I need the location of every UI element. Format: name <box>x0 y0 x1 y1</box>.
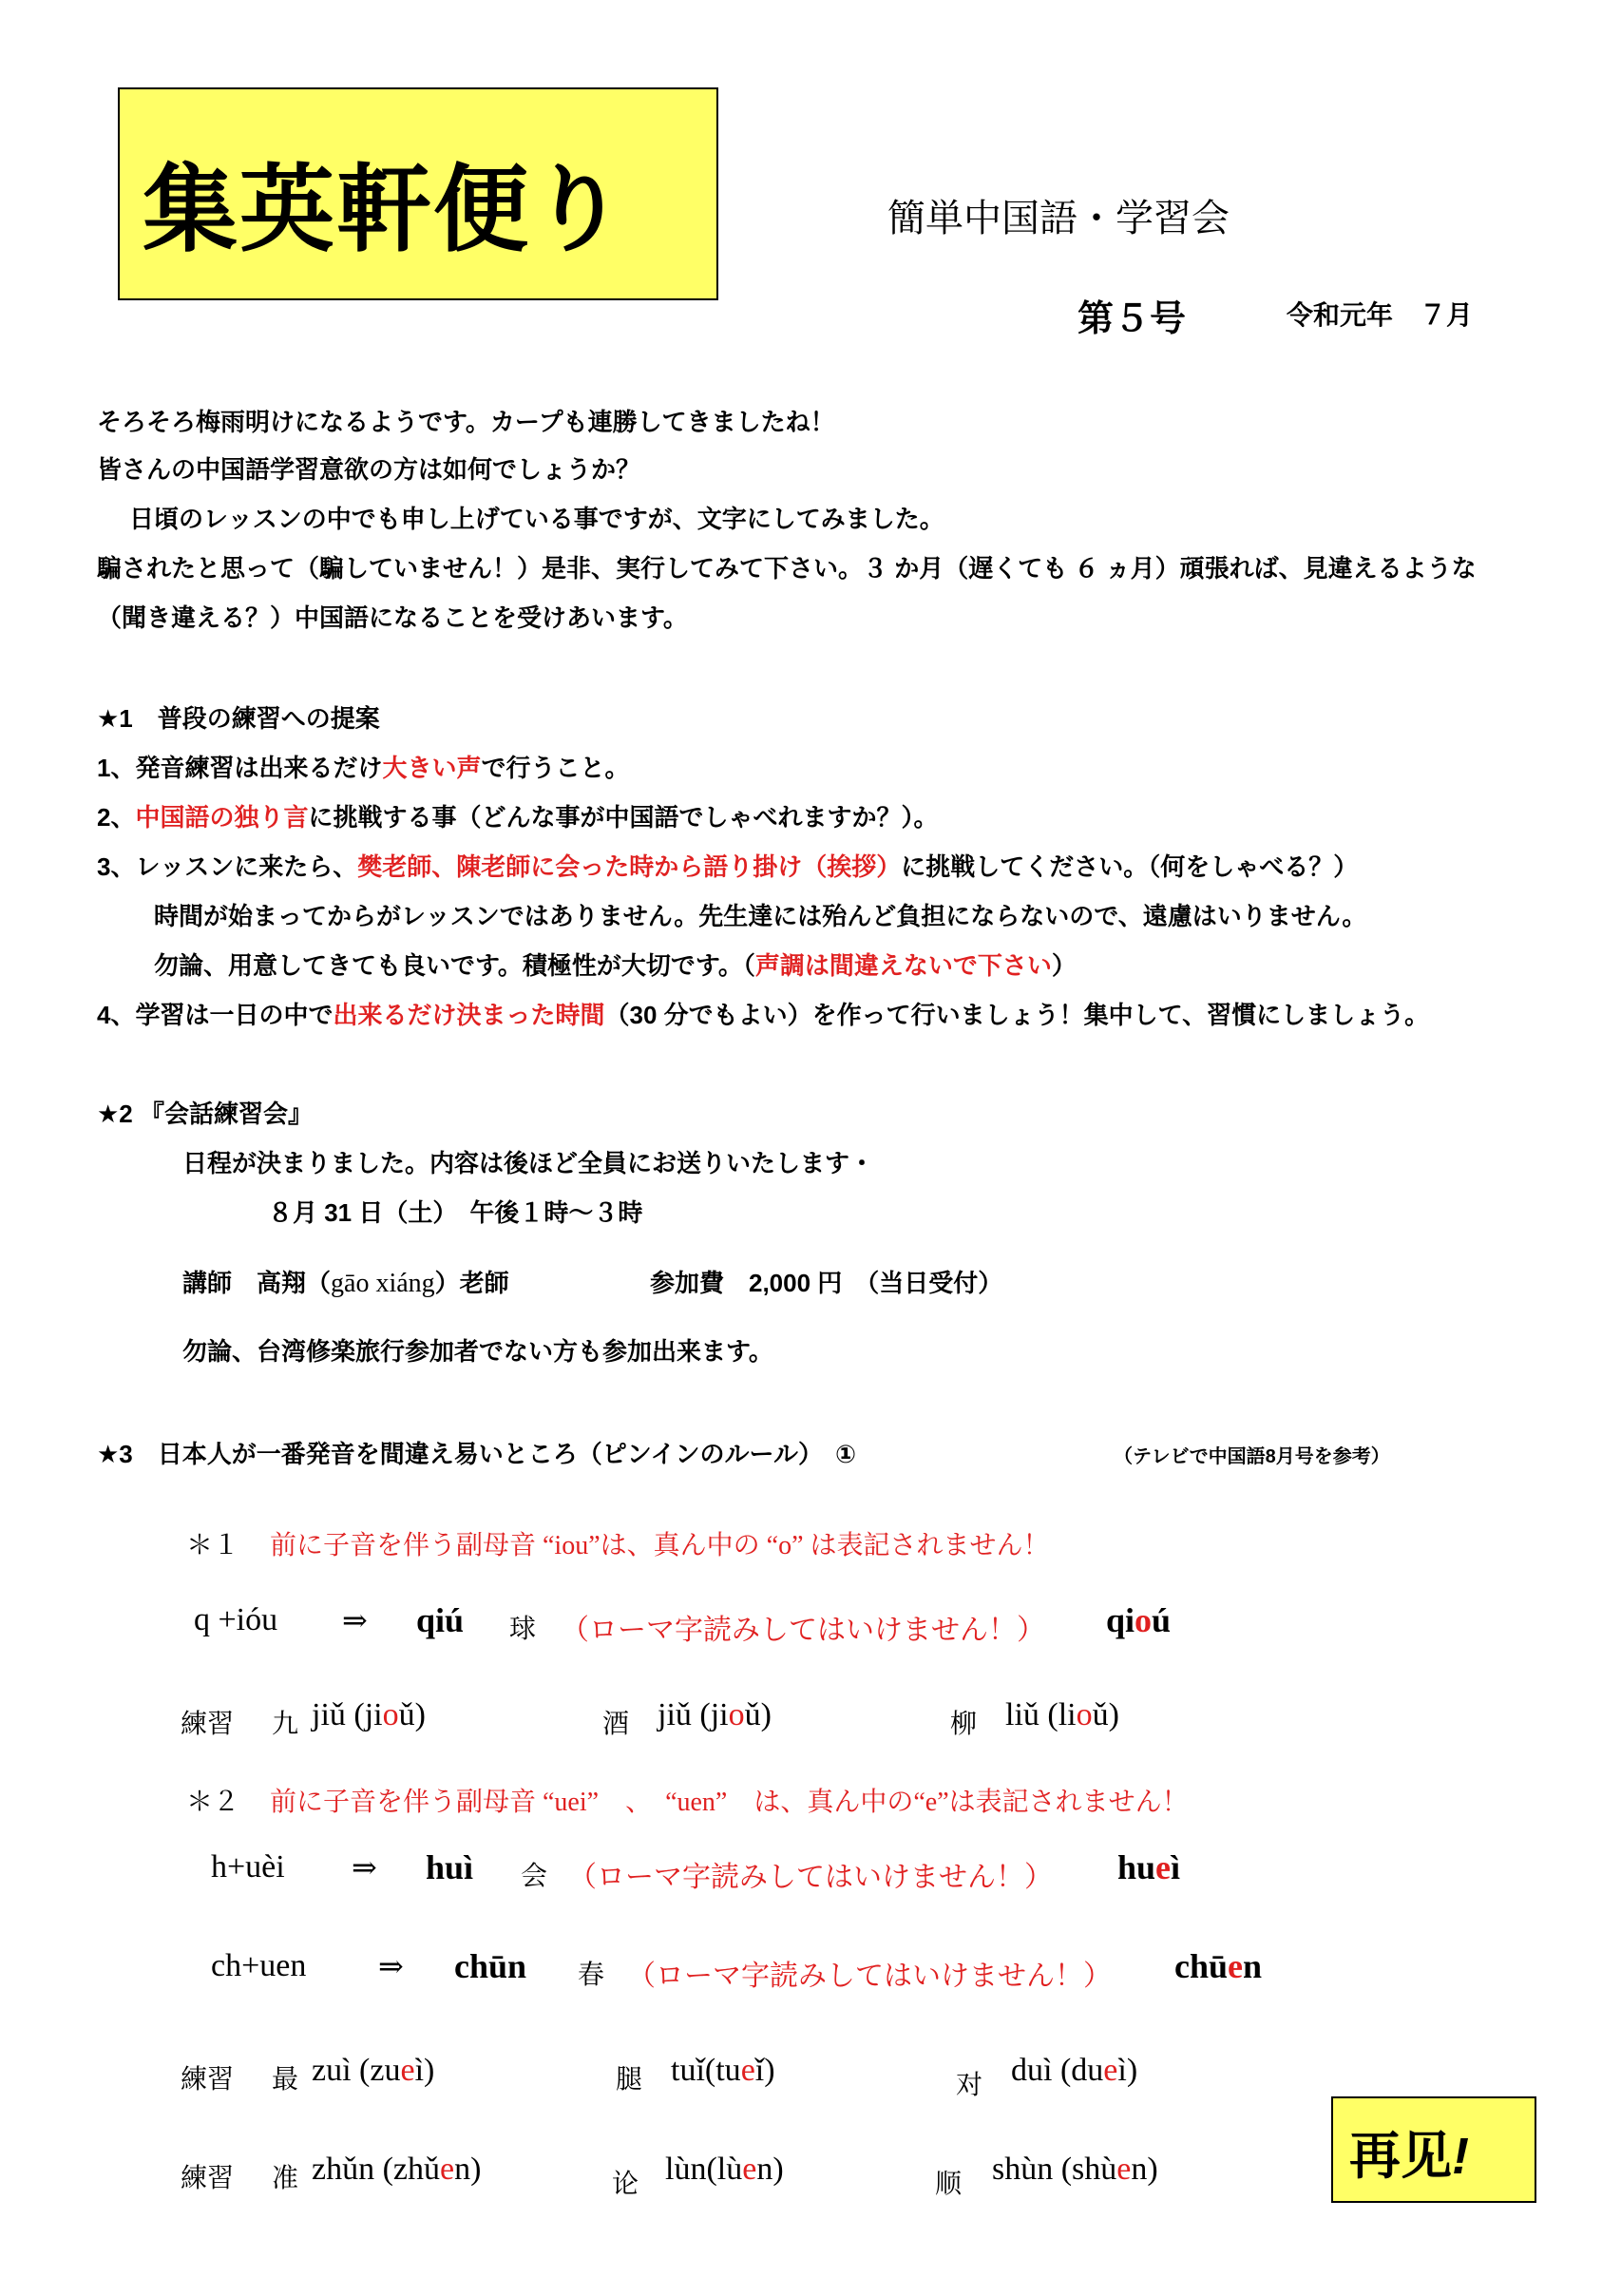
practice-3-c-hanzi: 顺 <box>935 2170 963 2199</box>
pinyin: zuì <box>312 2053 352 2088</box>
practice-1-a-pinyin <box>312 1697 426 1733</box>
practice-2-c-pinyin <box>1011 2053 1137 2089</box>
intro-line-2: 皆さんの中国語学習意欲の方は如何でしょうか？ <box>97 455 641 484</box>
rule-2-text: 前に子音を伴う副母音 “uei” 、 “uen” は、真ん中の“e”は表記されません！ <box>270 1788 1189 1817</box>
wrong-part-c: n) <box>756 2152 784 2187</box>
example-3-wrong <box>1174 1946 1262 1986</box>
practice-1-b-pinyin <box>658 1697 772 1733</box>
practice-1-b-hanzi: 酒 <box>602 1710 630 1739</box>
lecturer-label: 講師 高翔（ <box>182 1269 332 1297</box>
section-1-item-3-line-3 <box>154 947 1077 982</box>
issue-number: 第５号 <box>1077 299 1187 339</box>
item-3-text-a: 3、レッスンに来たら、 <box>97 852 358 881</box>
practice-2-b-hanzi: 腿 <box>616 2065 643 2095</box>
item-1-highlight: 大きい声 <box>382 754 482 782</box>
wrong-part-c: n) <box>454 2152 482 2187</box>
arrow-icon: ⇒ <box>342 1603 368 1637</box>
wrong-part-b: e <box>1155 1848 1172 1886</box>
example-2-wrong <box>1117 1847 1180 1887</box>
wrong-part-c: ǔ) <box>744 1697 772 1732</box>
wrong-part-a: (tu <box>704 2053 741 2088</box>
example-1-wrong <box>1106 1600 1171 1640</box>
practice-2-a-hanzi: 最 <box>272 2065 299 2095</box>
newsletter-title: 集英軒便り <box>143 158 627 263</box>
wrong-part-a: (zu <box>359 2053 401 2088</box>
practice-3-a-hanzi: 准 <box>272 2164 299 2193</box>
wrong-part-c: ǔ) <box>398 1697 426 1732</box>
example-2-formula: h+uèi <box>211 1849 285 1885</box>
practice-1-a-hanzi: 九 <box>272 1710 299 1739</box>
item-4-text-a: 4、学習は一日の中で <box>97 1001 334 1029</box>
wrong-part-b: o <box>728 1697 745 1732</box>
practice-1-c-pinyin <box>1005 1697 1119 1733</box>
example-2-result: huì <box>426 1848 474 1886</box>
item-3-text-e: 勿論、用意してきても良いです。積極性が大切です。（ <box>154 951 755 980</box>
pinyin: jiǔ <box>312 1697 346 1732</box>
wrong-part-a: (ji <box>699 1697 729 1732</box>
wrong-part-c: n <box>1243 1947 1263 1985</box>
wrong-part-a: qi <box>1106 1601 1135 1639</box>
goodbye-text <box>1349 2115 1469 2189</box>
section-1-heading: ★1 普段の練習への提案 <box>97 704 380 733</box>
wrong-part-b: e <box>440 2152 455 2187</box>
arrow-icon: ⇒ <box>352 1850 377 1885</box>
section-1-item-1 <box>97 749 630 784</box>
wrong-part-a: (lù <box>706 2152 743 2187</box>
pinyin: liǔ <box>1005 1697 1039 1732</box>
wrong-part-b: e <box>1228 1947 1244 1985</box>
lecturer-suffix: ）老師 <box>434 1269 509 1297</box>
item-4-text-c: （30 分でもよい）を作って行いましょう！集中して、習慣にしましょう。 <box>604 1001 1430 1029</box>
example-2-hanzi: 会 <box>521 1862 548 1891</box>
wrong-part-b: o <box>1076 1697 1093 1732</box>
intro-line-4: 騙されたと思って（騙していません！）是非、実行してみて下さい。３ か月（遅くても ６ ヵ月）頑張れば、見違えるような <box>97 554 1477 583</box>
example-1-result: qiú <box>416 1601 465 1639</box>
example-3-warning: （ローマ字読みしてはいけません！） <box>627 1961 1112 1992</box>
practice-3-a-pinyin <box>312 2152 481 2188</box>
wrong-part-a: (li <box>1047 1697 1077 1732</box>
newsletter-subtitle: 簡単中国語・学習会 <box>887 197 1230 239</box>
practice-3-b-hanzi: 论 <box>612 2170 639 2199</box>
example-1-warning: （ローマ字読みしてはいけません！） <box>561 1615 1045 1646</box>
section-1-item-3-line-2: 時間が始まってからがレッスンではありません。先生達には殆んど負担にならないので、遠慮はいりません。 <box>154 902 1367 930</box>
example-1-hanzi: 球 <box>509 1615 537 1644</box>
item-3-highlight-tone: 声調は間違えないで下さい <box>754 951 1052 980</box>
example-1-formula: q +ióu <box>194 1602 278 1637</box>
wrong-part-c: ú <box>1152 1601 1172 1639</box>
pinyin: jiǔ <box>658 1697 692 1732</box>
practice-2-c-hanzi: 对 <box>956 2071 983 2100</box>
example-2-warning: （ローマ字読みしてはいけません！） <box>568 1862 1053 1893</box>
intro-line-1: そろそろ梅雨明けになるようです。カープも連勝してきましたね！ <box>97 408 835 436</box>
wrong-part-a: (zhǔ <box>382 2152 441 2187</box>
pinyin: zhǔn <box>312 2152 375 2187</box>
example-3-formula: ch+uen <box>211 1948 307 1983</box>
intro-line-5: （聞き違える？）中国語になることを受けあいます。 <box>97 603 688 632</box>
wrong-part-c: ǐ) <box>754 2053 775 2088</box>
item-1-text-c: で行うこと。 <box>481 754 630 782</box>
item-2-text-c: に挑戦する事（どんな事が中国語でしゃべれますか？）。 <box>308 803 939 832</box>
item-3-text-c: に挑戦してください。（何をしゃべる？） <box>901 852 1359 881</box>
section-3-reference: （テレビで中国語8月号を参考） <box>1114 1446 1390 1467</box>
pinyin: tuǐ <box>671 2053 705 2088</box>
section-2-line-1: 日程が決まりました。内容は後ほど全員にお送りいたします・ <box>182 1149 875 1177</box>
arrow-icon: ⇒ <box>378 1949 404 1983</box>
goodbye-word: 再见 <box>1349 2128 1452 2185</box>
wrong-part-b: e <box>742 2152 757 2187</box>
practice-3-b-pinyin <box>665 2152 784 2188</box>
wrong-part-b: o <box>1135 1601 1153 1639</box>
practice-3-label: 練習 <box>181 2164 235 2193</box>
item-2-highlight: 中国語の独り言 <box>135 803 309 832</box>
wrong-part-b: e <box>740 2053 755 2088</box>
item-2-text-a: 2、 <box>97 803 136 832</box>
wrong-part-a: hu <box>1117 1848 1156 1886</box>
issue-date: 令和元年 ７月 <box>1287 301 1474 331</box>
lecturer-pinyin: gāo xiáng <box>331 1269 435 1298</box>
item-1-text-a: 1、発音練習は出来るだけ <box>97 754 383 782</box>
lecturer-line <box>182 1264 509 1299</box>
practice-1-c-hanzi: 柳 <box>950 1710 978 1739</box>
rule-2-number: ＊２ <box>186 1788 240 1817</box>
practice-2-a-pinyin <box>312 2053 434 2089</box>
section-3-heading: ★3 日本人が一番発音を間違え易いところ（ピンインのルール） ① <box>97 1440 856 1468</box>
section-1-item-2 <box>97 798 939 833</box>
wrong-part-c: ǔ) <box>1092 1697 1119 1732</box>
wrong-part-a: chū <box>1174 1947 1229 1985</box>
intro-line-3: 日頃のレッスンの中でも申し上げている事ですが、文字にしてみました。 <box>129 505 944 533</box>
item-4-highlight: 出来るだけ決まった時間 <box>333 1001 605 1029</box>
example-3-hanzi: 春 <box>578 1961 605 1990</box>
wrong-part-a: (ji <box>353 1697 383 1732</box>
practice-1-label: 練習 <box>181 1710 235 1739</box>
pinyin: lùn <box>665 2152 707 2187</box>
event-date: ８月 31 日（土） 午後１時～３時 <box>268 1198 643 1227</box>
section-2-line-4: 勿論、台湾修楽旅行参加者でない方も参加出来ます。 <box>182 1337 773 1366</box>
goodbye-exclamation: ! <box>1452 2128 1469 2185</box>
wrong-part-b: e <box>400 2053 415 2088</box>
section-1-item-4 <box>97 996 1429 1031</box>
rule-1-text: 前に子音を伴う副母音 “iou”は、真ん中の “o” は表記されません！ <box>270 1531 1050 1560</box>
section-2-heading: ★2 『会話練習会』 <box>97 1100 313 1128</box>
pinyin: duì <box>1011 2053 1053 2088</box>
practice-3-c-pinyin <box>992 2152 1158 2188</box>
wrong-part-c: ì) <box>414 2053 435 2088</box>
section-1-item-3 <box>97 848 1358 883</box>
example-3-result: chūn <box>454 1947 527 1985</box>
wrong-part-c: n) <box>1131 2152 1158 2187</box>
wrong-part-c: ì) <box>1117 2053 1138 2088</box>
wrong-part-a: (shù <box>1060 2152 1117 2187</box>
fee-line: 参加費 2,000 円 （当日受付） <box>650 1269 1003 1297</box>
rule-1-number: ＊１ <box>186 1531 240 1560</box>
wrong-part-b: e <box>1116 2152 1132 2187</box>
practice-2-b-pinyin <box>671 2053 775 2089</box>
wrong-part-b: e <box>1103 2053 1118 2088</box>
practice-2-label: 練習 <box>181 2065 235 2095</box>
wrong-part-a: (du <box>1059 2053 1104 2088</box>
wrong-part-c: ì <box>1171 1848 1181 1886</box>
item-3-text-g: ） <box>1051 951 1077 980</box>
pinyin: shùn <box>992 2152 1054 2187</box>
item-3-highlight: 樊老師、陳老師に会った時から語り掛け（挨拶） <box>357 852 902 881</box>
wrong-part-b: o <box>382 1697 399 1732</box>
